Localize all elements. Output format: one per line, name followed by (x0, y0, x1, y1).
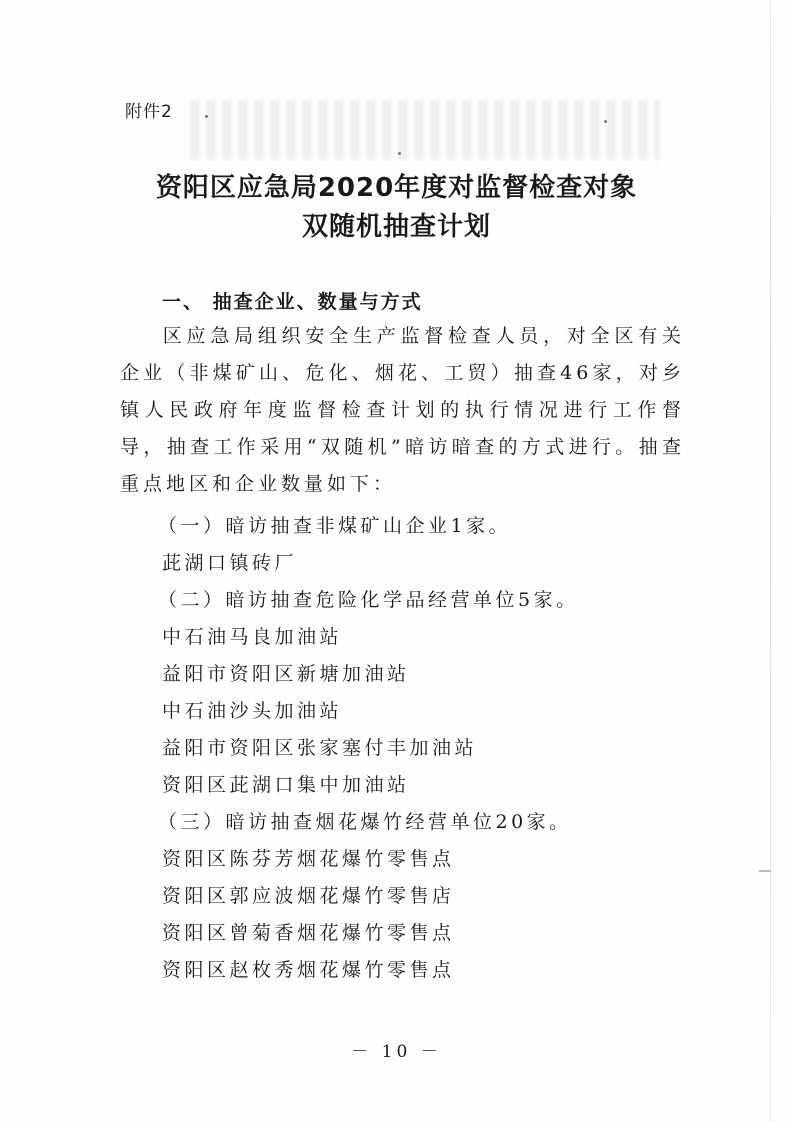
section-heading: 一、 抽查企业、数量与方式 (162, 291, 423, 313)
enterprise-item: 益阳市资阳区新塘加油站 (162, 663, 410, 685)
enterprise-item: 资阳区赵枚秀烟花爆竹零售点 (162, 959, 455, 981)
subsection-heading: （一）暗访抽查非煤矿山企业1家。 (158, 515, 512, 537)
scan-speck (398, 152, 401, 155)
document-title-line-2: 双随机抽查计划 (301, 212, 491, 242)
intro-paragraph (120, 318, 685, 503)
intro-paragraph-text: 区应急局组织安全生产监督检查人员，对全区有关企业（非煤矿山、危化、烟花、工贸）抽查46家，对乡镇人民政府年度监督检查计划的执行情况进行工作督导，抽查工作采用“双随机”暗访暗查的方式进行。抽查重点地区和企业数量如下： (120, 325, 685, 495)
enterprise-item: 资阳区曾菊香烟花爆竹零售点 (162, 922, 455, 944)
enterprise-item: 茈湖口镇砖厂 (162, 552, 298, 574)
enterprise-item: 中石油沙头加油站 (162, 700, 343, 722)
enterprise-item: 资阳区陈芬芳烟花爆竹零售点 (162, 848, 455, 870)
subsection-heading: （三）暗访抽查烟花爆竹经营单位20家。 (158, 811, 572, 833)
subsection-heading: （二）暗访抽查危险化学品经营单位5家。 (158, 589, 579, 611)
bleed-through-text (190, 100, 660, 160)
enterprise-item: 资阳区茈湖口集中加油站 (162, 774, 410, 796)
scan-speck (205, 115, 208, 118)
enterprise-item: 资阳区郭应波烟花爆竹零售店 (162, 885, 455, 907)
scan-speck (604, 120, 607, 123)
attachment-label: 附件2 (125, 102, 173, 122)
enterprise-item: 益阳市资阳区张家塞付丰加油站 (162, 737, 478, 759)
scan-mark (759, 870, 771, 872)
enterprise-item: 中石油马良加油站 (162, 626, 343, 648)
document-title-line-1: 资阳区应急局2020年度对监督检查对象 (155, 173, 638, 203)
page-number: － 10 － (351, 1042, 442, 1062)
